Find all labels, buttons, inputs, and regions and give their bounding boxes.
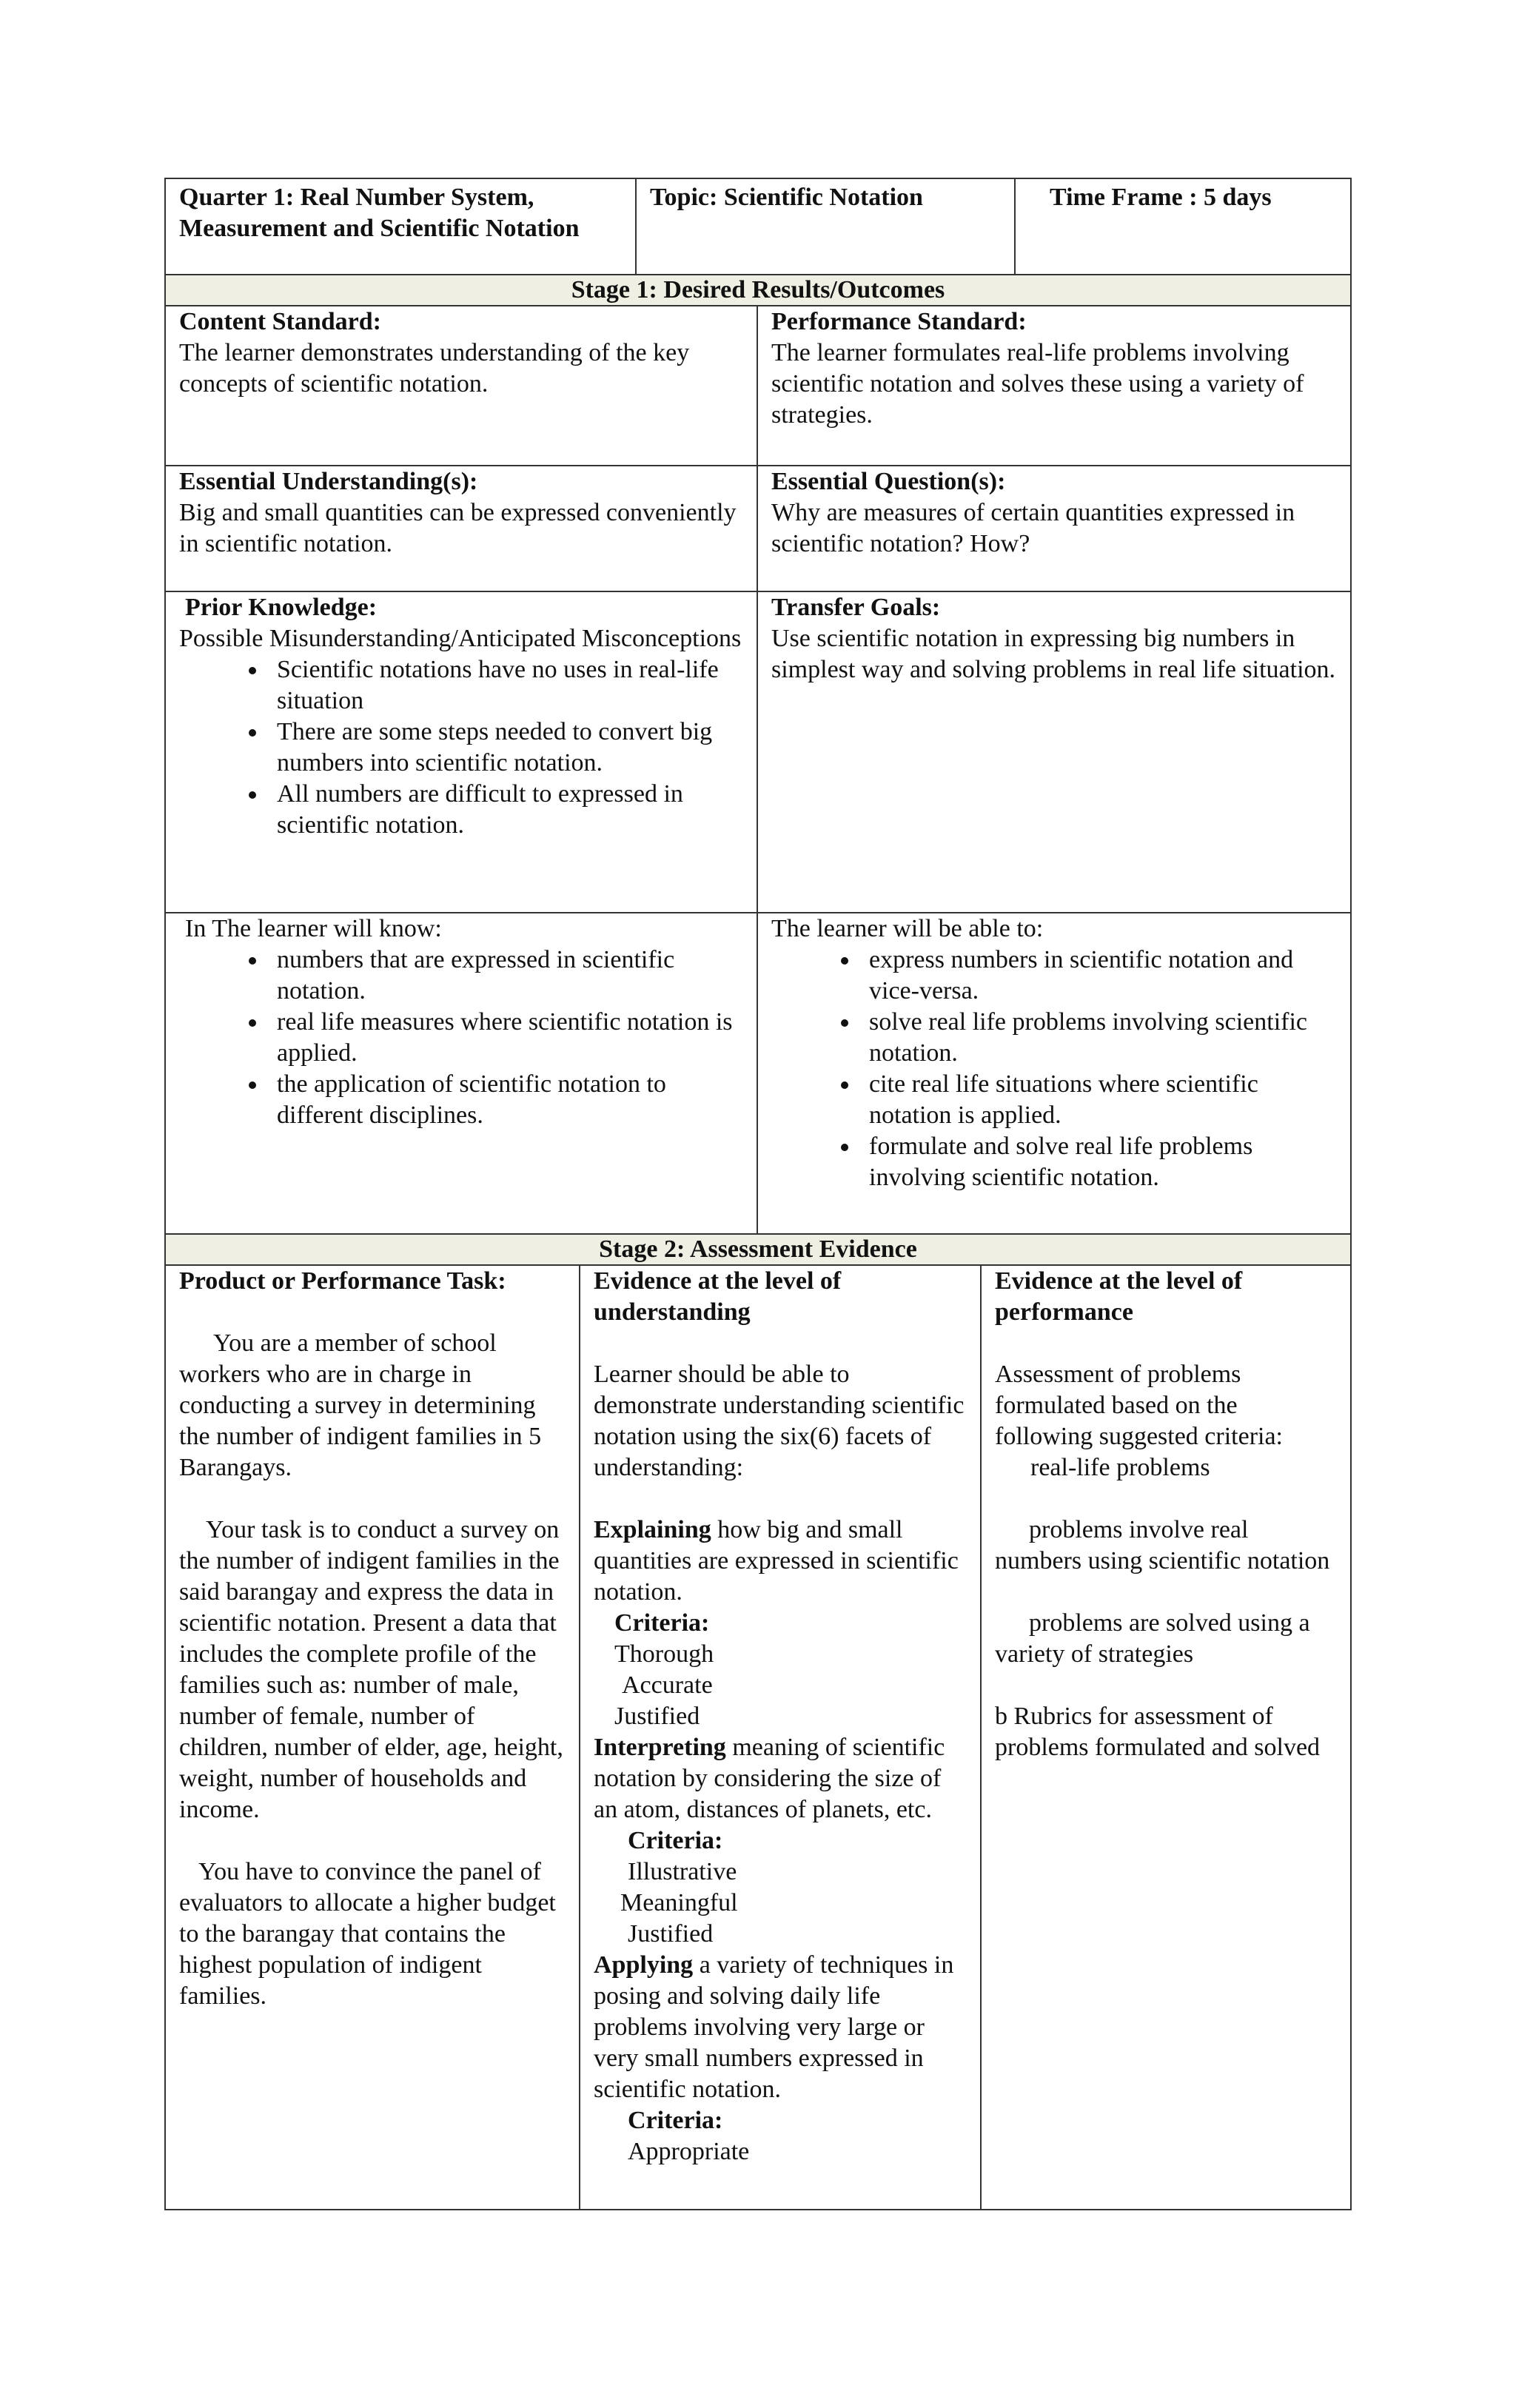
essential-question-cell <box>758 466 1350 591</box>
product-paragraph-3: You have to convince the panel of evaluators to allocate a higher budget to the barangay that contains the highest population of indigent families. <box>179 1858 556 2010</box>
quarter-cell <box>166 179 637 274</box>
explaining-word: Explaining <box>594 1516 711 1543</box>
explaining-text: how big and small quantities are expressed in scientific notation. <box>594 1516 959 1606</box>
understanding-cell <box>580 1266 982 2209</box>
interpreting-word: Interpreting <box>594 1734 726 1761</box>
content-standard-text: The learner demonstrates understanding of the key concepts of scientific notation. <box>179 339 690 398</box>
list-item: • numbers that are expressed in scientific notation. <box>268 945 743 1007</box>
product-cell <box>166 1266 580 2209</box>
essential-question-text: Why are measures of certain quantities expressed in scientific notation? How? <box>771 499 1295 557</box>
prior-knowledge-row <box>164 591 1352 913</box>
performance-criteria-3: problems are solved using a variety of strategies <box>995 1609 1310 1668</box>
criteria-label: Criteria: <box>614 1609 710 1637</box>
know-list <box>179 945 743 1131</box>
stage1-title: Stage 1: Desired Results/Outcomes <box>571 276 945 303</box>
performance-cell <box>982 1266 1350 2209</box>
stage1-header <box>164 274 1352 306</box>
rubric-text: b Rubrics for assessment of problems formulated and solved <box>995 1703 1321 1761</box>
list-item: • formulate and solve real life problems involving scientific notation. <box>860 1131 1337 1193</box>
interpreting-text: meaning of scientific notation by considering the size of an atom, distances of planets, etc. <box>594 1734 945 1823</box>
applying-word: Applying <box>594 1951 694 1979</box>
header-row <box>164 178 1352 275</box>
criteria-item: Accurate <box>622 1671 713 1699</box>
list-item: • cite real life situations where scientific notation is applied. <box>860 1069 1337 1131</box>
know-cell <box>166 913 758 1233</box>
performance-standard-text: The learner formulates real-life problems involving scientific notation and solves these using a variety of strategies. <box>771 339 1304 429</box>
list-item: • There are some steps needed to convert big numbers into scientific notation. <box>268 717 743 779</box>
applying-text: a variety of techniques in posing and solving daily life problems involving very large or very small numbers expressed in scientific notation. <box>594 1951 954 2103</box>
content-standard-heading: Content Standard: <box>179 308 381 335</box>
time-frame-cell <box>1016 179 1350 274</box>
stage2-header <box>164 1233 1352 1266</box>
able-list <box>771 945 1337 1193</box>
criteria-label: Criteria: <box>628 2107 723 2134</box>
performance-standard-cell <box>758 306 1350 465</box>
able-intro: The learner will be able to: <box>771 915 1044 942</box>
performance-criteria-2: problems involve real numbers using scientific notation <box>995 1516 1330 1574</box>
performance-intro: Assessment of problems formulated based on the following suggested criteria: <box>995 1361 1284 1450</box>
list-item: • Scientific notations have no uses in real-life situation <box>268 654 743 717</box>
understanding-heading: Evidence at the level of understanding <box>594 1267 842 1326</box>
list-item: • real life measures where scientific notation is applied. <box>268 1007 743 1069</box>
product-paragraph-1: You are a member of school workers who are in charge in conducting a survey in determining the number of indigent families in 5 Barangays. <box>179 1329 542 1481</box>
transfer-goals-heading: Transfer Goals: <box>771 594 941 621</box>
criteria-item: Appropriate <box>628 2138 750 2165</box>
misconception-list <box>179 654 743 841</box>
criteria-label: Criteria: <box>628 1827 723 1854</box>
essential-question-heading: Essential Question(s): <box>771 468 1006 495</box>
prior-knowledge-cell <box>166 592 758 912</box>
criteria-item: Illustrative <box>628 1858 737 1885</box>
quarter-title: Quarter 1: Real Number System, Measurement and Scientific Notation <box>179 184 580 242</box>
assessment-row <box>164 1264 1352 2210</box>
topic-cell <box>637 179 1016 274</box>
explaining-paragraph <box>594 1515 967 1608</box>
essential-understanding-cell <box>166 466 758 591</box>
transfer-goals-text: Use scientific notation in expressing big numbers in simplest way and solving problems in real life situation. <box>771 625 1336 683</box>
content-standard-cell <box>166 306 758 465</box>
transfer-goals-cell <box>758 592 1350 912</box>
product-heading: Product or Performance Task: <box>179 1267 506 1295</box>
prior-knowledge-subheading: Possible Misunderstanding/Anticipated Misconceptions <box>179 625 742 652</box>
interpreting-paragraph <box>594 1732 967 1825</box>
know-able-row <box>164 912 1352 1235</box>
essential-understanding-text: Big and small quantities can be expressed conveniently in scientific notation. <box>179 499 737 557</box>
topic-title: Topic: Scientific Notation <box>650 184 923 211</box>
list-item: • express numbers in scientific notation and vice-versa. <box>860 945 1337 1007</box>
performance-heading: Evidence at the level of performance <box>995 1267 1243 1326</box>
criteria-item: Justified <box>628 1920 714 1948</box>
time-frame: Time Frame : 5 days <box>1050 184 1272 211</box>
criteria-item: Justified <box>614 1703 700 1730</box>
essential-understanding-heading: Essential Understanding(s): <box>179 468 478 495</box>
essential-row <box>164 465 1352 592</box>
product-paragraph-2: Your task is to conduct a survey on the number of indigent families in the said barangay and express the data in scientific notation. Present a data that includes the complete profile of the families such as: number of male, number of female, number of children, number of elder, age, height, weight, number of households and income. <box>179 1516 563 1823</box>
able-cell <box>758 913 1350 1233</box>
list-item: • All numbers are difficult to expressed in scientific notation. <box>268 779 743 841</box>
list-item: • the application of scientific notation to different disciplines. <box>268 1069 743 1131</box>
performance-criteria-1: real-life problems <box>1030 1454 1210 1481</box>
understanding-intro: Learner should be able to demonstrate understanding scientific notation using the six(6) facets of understanding: <box>594 1361 965 1481</box>
stage2-title: Stage 2: Assessment Evidence <box>599 1235 917 1263</box>
know-intro: In The learner will know: <box>185 915 442 942</box>
performance-standard-heading: Performance Standard: <box>771 308 1027 335</box>
criteria-item: Meaningful <box>620 1889 738 1916</box>
list-item: • solve real life problems involving scientific notation. <box>860 1007 1337 1069</box>
prior-knowledge-heading: Prior Knowledge: <box>185 594 378 621</box>
applying-paragraph <box>594 1950 967 2105</box>
criteria-item: Thorough <box>614 1640 714 1668</box>
standards-row <box>164 305 1352 466</box>
